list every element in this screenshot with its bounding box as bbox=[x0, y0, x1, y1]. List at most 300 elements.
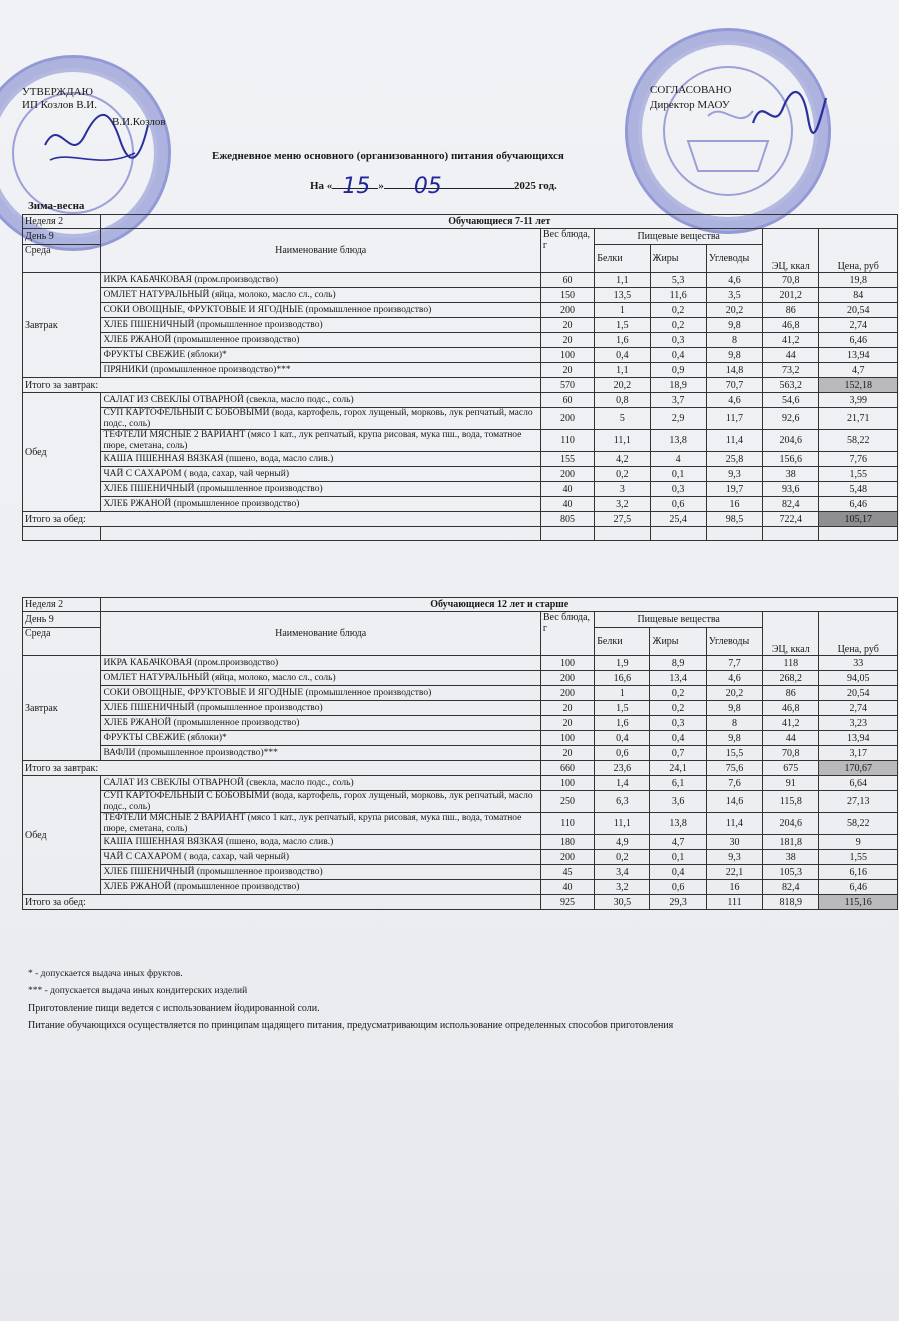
meal-label: Обед bbox=[23, 776, 101, 895]
value-c: 4,6 bbox=[706, 273, 762, 288]
col-header-weight: Вес блюда, г bbox=[540, 229, 594, 273]
value-e: 46,8 bbox=[763, 701, 819, 716]
table-row bbox=[23, 813, 898, 835]
dish-name: ХЛЕБ ПШЕНИЧНЫЙ (промышленное производство) bbox=[101, 865, 540, 880]
value-p: 1 bbox=[595, 686, 650, 701]
total-c: 111 bbox=[706, 895, 762, 910]
week-label: Неделя 2 bbox=[23, 598, 101, 612]
total-price: 152,18 bbox=[819, 378, 898, 393]
value-w: 100 bbox=[540, 348, 594, 363]
value-p: 0,4 bbox=[595, 731, 650, 746]
value-pr: 6,46 bbox=[819, 880, 898, 895]
day-blank bbox=[332, 174, 378, 199]
footnote-iodized-salt: Приготовление пищи ведется с использованием йодированной соли. bbox=[28, 1003, 320, 1014]
total-row bbox=[23, 378, 898, 393]
value-pr: 3,99 bbox=[819, 393, 898, 408]
agree-role: Директор МАОУ bbox=[650, 99, 730, 111]
value-pr: 19,8 bbox=[819, 273, 898, 288]
col-header-fat: Жиры bbox=[650, 628, 706, 656]
menu-table-12-plus bbox=[22, 597, 898, 910]
value-e: 70,8 bbox=[763, 273, 819, 288]
value-p: 1,9 bbox=[595, 656, 650, 671]
dish-name: ТЕФТЕЛИ МЯСНЫЕ 2 ВАРИАНТ (мясо 1 кат., лук репчатый, крупа рисовая, мука пш., вода, томатное пюре, сметана, соль) bbox=[101, 813, 540, 835]
value-pr: 94,05 bbox=[819, 671, 898, 686]
value-f: 0,2 bbox=[650, 318, 706, 333]
dish-name: КАША ПШЕННАЯ ВЯЗКАЯ (пшено, вода, масло слив.) bbox=[101, 835, 540, 850]
value-p: 0,2 bbox=[595, 467, 650, 482]
value-p: 1,1 bbox=[595, 363, 650, 378]
value-pr: 1,55 bbox=[819, 850, 898, 865]
age-group-title: Обучающиеся 12 лет и старше bbox=[101, 598, 898, 612]
total-price: 105,17 bbox=[819, 512, 898, 527]
value-w: 40 bbox=[540, 880, 594, 895]
value-p: 3,2 bbox=[595, 497, 650, 512]
table-row bbox=[23, 363, 898, 378]
table-row bbox=[23, 452, 898, 467]
value-pr: 20,54 bbox=[819, 686, 898, 701]
value-f: 0,1 bbox=[650, 850, 706, 865]
dish-name: ХЛЕБ РЖАНОЙ (промышленное производство) bbox=[101, 716, 540, 731]
day-label: День 9 bbox=[23, 229, 101, 245]
value-p: 0,4 bbox=[595, 348, 650, 363]
empty-cell bbox=[650, 527, 706, 541]
dish-name: ХЛЕБ ПШЕНИЧНЫЙ (промышленное производство) bbox=[101, 701, 540, 716]
empty-cell bbox=[706, 527, 762, 541]
value-f: 0,7 bbox=[650, 746, 706, 761]
value-pr: 9 bbox=[819, 835, 898, 850]
value-pr: 3,17 bbox=[819, 746, 898, 761]
total-p: 30,5 bbox=[595, 895, 650, 910]
table-row bbox=[23, 482, 898, 497]
total-e: 722,4 bbox=[763, 512, 819, 527]
value-w: 100 bbox=[540, 731, 594, 746]
value-f: 3,7 bbox=[650, 393, 706, 408]
table-row bbox=[23, 430, 898, 452]
value-w: 100 bbox=[540, 776, 594, 791]
value-w: 20 bbox=[540, 318, 594, 333]
weekday-label: Среда bbox=[23, 628, 101, 656]
value-pr: 6,46 bbox=[819, 333, 898, 348]
date-month: 05 bbox=[413, 174, 442, 199]
value-c: 9,8 bbox=[706, 318, 762, 333]
value-f: 2,9 bbox=[650, 408, 706, 430]
season-label: Зима-весна bbox=[28, 200, 85, 212]
total-e: 818,9 bbox=[763, 895, 819, 910]
total-row bbox=[23, 895, 898, 910]
value-pr: 20,54 bbox=[819, 303, 898, 318]
dish-name: ИКРА КАБАЧКОВАЯ (пром.производство) bbox=[101, 273, 540, 288]
value-e: 86 bbox=[763, 303, 819, 318]
dish-name: ИКРА КАБАЧКОВАЯ (пром.производство) bbox=[101, 656, 540, 671]
col-header-dish: Наименование блюда bbox=[101, 229, 540, 273]
value-pr: 7,76 bbox=[819, 452, 898, 467]
total-price: 115,16 bbox=[819, 895, 898, 910]
value-e: 93,6 bbox=[763, 482, 819, 497]
value-p: 13,5 bbox=[595, 288, 650, 303]
approve-sign-name: В.И.Козлов bbox=[112, 116, 166, 128]
value-w: 60 bbox=[540, 393, 594, 408]
value-pr: 2,74 bbox=[819, 318, 898, 333]
table-row bbox=[23, 776, 898, 791]
table-row bbox=[23, 408, 898, 430]
dish-name: ХЛЕБ РЖАНОЙ (промышленное производство) bbox=[101, 880, 540, 895]
value-w: 20 bbox=[540, 333, 594, 348]
table-row bbox=[23, 393, 898, 408]
empty-cell bbox=[595, 527, 650, 541]
value-p: 4,9 bbox=[595, 835, 650, 850]
date-day: 15 bbox=[342, 174, 371, 199]
empty-cell bbox=[101, 527, 540, 541]
value-p: 6,3 bbox=[595, 791, 650, 813]
value-e: 204,6 bbox=[763, 430, 819, 452]
value-f: 6,1 bbox=[650, 776, 706, 791]
value-f: 5,3 bbox=[650, 273, 706, 288]
dish-name: СОКИ ОВОЩНЫЕ, ФРУКТОВЫЕ И ЯГОДНЫЕ (промышленное производство) bbox=[101, 303, 540, 318]
value-f: 4 bbox=[650, 452, 706, 467]
value-w: 40 bbox=[540, 482, 594, 497]
value-p: 1,1 bbox=[595, 273, 650, 288]
footnote-fruits: * - допускается выдача иных фруктов. bbox=[28, 969, 183, 979]
value-e: 82,4 bbox=[763, 497, 819, 512]
table-row bbox=[23, 318, 898, 333]
total-p: 27,5 bbox=[595, 512, 650, 527]
col-header-price: Цена, руб bbox=[819, 612, 898, 656]
dish-name: ХЛЕБ РЖАНОЙ (промышленное производство) bbox=[101, 333, 540, 348]
col-header-dish: Наименование блюда bbox=[101, 612, 540, 656]
col-header-price: Цена, руб bbox=[819, 229, 898, 273]
total-w: 570 bbox=[540, 378, 594, 393]
date-suffix: 2025 год. bbox=[513, 180, 557, 192]
value-f: 0,3 bbox=[650, 482, 706, 497]
value-w: 200 bbox=[540, 686, 594, 701]
value-e: 38 bbox=[763, 850, 819, 865]
value-c: 25,8 bbox=[706, 452, 762, 467]
age-group-title: Обучающиеся 7-11 лет bbox=[101, 215, 898, 229]
value-c: 22,1 bbox=[706, 865, 762, 880]
value-e: 54,6 bbox=[763, 393, 819, 408]
value-pr: 13,94 bbox=[819, 731, 898, 746]
total-price: 170,67 bbox=[819, 761, 898, 776]
dish-name: ФРУКТЫ СВЕЖИЕ (яблоки)* bbox=[101, 731, 540, 746]
dish-name: САЛАТ ИЗ СВЕКЛЫ ОТВАРНОЙ (свекла, масло подс., соль) bbox=[101, 776, 540, 791]
value-c: 14,6 bbox=[706, 791, 762, 813]
table-row bbox=[23, 791, 898, 813]
total-f: 24,1 bbox=[650, 761, 706, 776]
value-c: 15,5 bbox=[706, 746, 762, 761]
value-pr: 4,7 bbox=[819, 363, 898, 378]
table-row bbox=[23, 333, 898, 348]
value-f: 0,4 bbox=[650, 348, 706, 363]
table-row bbox=[23, 497, 898, 512]
col-header-protein: Белки bbox=[595, 245, 650, 273]
value-p: 11,1 bbox=[595, 813, 650, 835]
value-c: 16 bbox=[706, 497, 762, 512]
value-pr: 1,55 bbox=[819, 467, 898, 482]
value-f: 11,6 bbox=[650, 288, 706, 303]
value-f: 0,9 bbox=[650, 363, 706, 378]
value-e: 91 bbox=[763, 776, 819, 791]
value-w: 45 bbox=[540, 865, 594, 880]
value-f: 0,3 bbox=[650, 716, 706, 731]
table-row bbox=[23, 671, 898, 686]
value-f: 4,7 bbox=[650, 835, 706, 850]
empty-cell bbox=[23, 527, 101, 541]
dish-name: ПРЯНИКИ (промышленное производство)*** bbox=[101, 363, 540, 378]
value-pr: 58,22 bbox=[819, 430, 898, 452]
value-c: 7,6 bbox=[706, 776, 762, 791]
value-w: 20 bbox=[540, 746, 594, 761]
footnote-sweets: *** - допускается выдача иных кондитерских изделий bbox=[28, 986, 248, 996]
value-pr: 13,94 bbox=[819, 348, 898, 363]
table-row bbox=[23, 656, 898, 671]
value-c: 8 bbox=[706, 333, 762, 348]
value-w: 60 bbox=[540, 273, 594, 288]
value-c: 9,8 bbox=[706, 731, 762, 746]
value-f: 0,3 bbox=[650, 333, 706, 348]
value-c: 4,6 bbox=[706, 393, 762, 408]
total-row bbox=[23, 512, 898, 527]
value-pr: 5,48 bbox=[819, 482, 898, 497]
weekday-label: Среда bbox=[23, 245, 101, 273]
value-p: 1,5 bbox=[595, 318, 650, 333]
value-w: 180 bbox=[540, 835, 594, 850]
value-f: 0,2 bbox=[650, 701, 706, 716]
dish-name: СУП КАРТОФЕЛЬНЫЙ С БОБОВЫМИ (вода, картофель, горох лущеный, морковь, лук репчатый, масло подс., соль) bbox=[101, 791, 540, 813]
dish-name: ОМЛЕТ НАТУРАЛЬНЫЙ (яйца, молоко, масло сл., соль) bbox=[101, 288, 540, 303]
value-pr: 3,23 bbox=[819, 716, 898, 731]
value-e: 41,2 bbox=[763, 333, 819, 348]
value-p: 1,4 bbox=[595, 776, 650, 791]
menu-table-7-11 bbox=[22, 214, 898, 541]
week-label: Неделя 2 bbox=[23, 215, 101, 229]
table-row bbox=[23, 467, 898, 482]
value-p: 3,2 bbox=[595, 880, 650, 895]
approve-name: ИП Козлов В.И. bbox=[22, 99, 97, 111]
value-e: 46,8 bbox=[763, 318, 819, 333]
value-e: 181,8 bbox=[763, 835, 819, 850]
col-header-energy: ЭЦ, ккал bbox=[763, 612, 819, 656]
value-c: 9,3 bbox=[706, 850, 762, 865]
col-header-weight: Вес блюда, г bbox=[540, 612, 594, 656]
dish-name: ЧАЙ С САХАРОМ ( вода, сахар, чай черный) bbox=[101, 467, 540, 482]
dish-name: СУП КАРТОФЕЛЬНЫЙ С БОБОВЫМИ (вода, картофель, горох лущеный, морковь, лук репчатый, масло подс., соль) bbox=[101, 408, 540, 430]
table-row bbox=[23, 746, 898, 761]
table-row bbox=[23, 850, 898, 865]
total-label: Итого за завтрак: bbox=[23, 761, 541, 776]
col-header-nutrients: Пищевые вещества bbox=[595, 229, 763, 245]
value-pr: 21,71 bbox=[819, 408, 898, 430]
value-p: 1 bbox=[595, 303, 650, 318]
day-label: День 9 bbox=[23, 612, 101, 628]
value-e: 118 bbox=[763, 656, 819, 671]
value-p: 1,6 bbox=[595, 333, 650, 348]
empty-cell bbox=[540, 527, 594, 541]
date-prefix: На « bbox=[310, 180, 333, 192]
value-e: 44 bbox=[763, 731, 819, 746]
value-c: 20,2 bbox=[706, 686, 762, 701]
value-f: 13,8 bbox=[650, 813, 706, 835]
month-blank bbox=[384, 174, 514, 199]
table-row bbox=[23, 865, 898, 880]
value-e: 86 bbox=[763, 686, 819, 701]
meal-label: Завтрак bbox=[23, 273, 101, 378]
table-row bbox=[23, 701, 898, 716]
value-c: 9,8 bbox=[706, 348, 762, 363]
value-pr: 58,22 bbox=[819, 813, 898, 835]
value-e: 70,8 bbox=[763, 746, 819, 761]
total-c: 70,7 bbox=[706, 378, 762, 393]
value-p: 1,6 bbox=[595, 716, 650, 731]
value-e: 201,2 bbox=[763, 288, 819, 303]
spacer-row bbox=[23, 527, 898, 541]
value-w: 20 bbox=[540, 363, 594, 378]
value-e: 156,6 bbox=[763, 452, 819, 467]
value-p: 0,2 bbox=[595, 850, 650, 865]
total-e: 675 bbox=[763, 761, 819, 776]
table-row bbox=[23, 303, 898, 318]
value-w: 110 bbox=[540, 430, 594, 452]
table-row bbox=[23, 273, 898, 288]
value-p: 4,2 bbox=[595, 452, 650, 467]
value-c: 7,7 bbox=[706, 656, 762, 671]
col-header-protein: Белки bbox=[595, 628, 650, 656]
value-w: 200 bbox=[540, 671, 594, 686]
value-c: 16 bbox=[706, 880, 762, 895]
col-header-energy: ЭЦ, ккал bbox=[763, 229, 819, 273]
empty-cell bbox=[819, 527, 898, 541]
dish-name: ХЛЕБ РЖАНОЙ (промышленное производство) bbox=[101, 497, 540, 512]
value-w: 100 bbox=[540, 656, 594, 671]
value-w: 40 bbox=[540, 497, 594, 512]
col-header-carbs: Углеводы bbox=[706, 245, 762, 273]
value-c: 8 bbox=[706, 716, 762, 731]
dish-name: ХЛЕБ ПШЕНИЧНЫЙ (промышленное производство) bbox=[101, 318, 540, 333]
total-f: 29,3 bbox=[650, 895, 706, 910]
value-pr: 84 bbox=[819, 288, 898, 303]
value-w: 200 bbox=[540, 467, 594, 482]
value-e: 44 bbox=[763, 348, 819, 363]
total-w: 805 bbox=[540, 512, 594, 527]
total-row bbox=[23, 761, 898, 776]
value-c: 30 bbox=[706, 835, 762, 850]
value-pr: 6,16 bbox=[819, 865, 898, 880]
value-p: 0,6 bbox=[595, 746, 650, 761]
table-row bbox=[23, 348, 898, 363]
value-f: 0,4 bbox=[650, 731, 706, 746]
total-f: 25,4 bbox=[650, 512, 706, 527]
value-e: 105,3 bbox=[763, 865, 819, 880]
value-w: 155 bbox=[540, 452, 594, 467]
meal-label: Завтрак bbox=[23, 656, 101, 761]
page-title: Ежедневное меню основного (организованного) питания обучающихся bbox=[212, 150, 564, 162]
value-f: 13,8 bbox=[650, 430, 706, 452]
value-c: 11,7 bbox=[706, 408, 762, 430]
value-w: 150 bbox=[540, 288, 594, 303]
value-pr: 27,13 bbox=[819, 791, 898, 813]
value-p: 1,5 bbox=[595, 701, 650, 716]
dish-name: ТЕФТЕЛИ МЯСНЫЕ 2 ВАРИАНТ (мясо 1 кат., лук репчатый, крупа рисовая, мука пш., вода, томатное пюре, сметана, соль) bbox=[101, 430, 540, 452]
value-w: 200 bbox=[540, 303, 594, 318]
dish-name: ХЛЕБ ПШЕНИЧНЫЙ (промышленное производство) bbox=[101, 482, 540, 497]
value-e: 73,2 bbox=[763, 363, 819, 378]
value-f: 0,6 bbox=[650, 880, 706, 895]
value-f: 8,9 bbox=[650, 656, 706, 671]
value-e: 115,8 bbox=[763, 791, 819, 813]
value-p: 3,4 bbox=[595, 865, 650, 880]
value-f: 0,6 bbox=[650, 497, 706, 512]
value-c: 11,4 bbox=[706, 813, 762, 835]
table-row bbox=[23, 288, 898, 303]
total-p: 20,2 bbox=[595, 378, 650, 393]
total-w: 660 bbox=[540, 761, 594, 776]
total-w: 925 bbox=[540, 895, 594, 910]
table-row bbox=[23, 716, 898, 731]
value-w: 250 bbox=[540, 791, 594, 813]
value-f: 0,1 bbox=[650, 467, 706, 482]
value-c: 9,3 bbox=[706, 467, 762, 482]
value-pr: 6,64 bbox=[819, 776, 898, 791]
dish-name: СОКИ ОВОЩНЫЕ, ФРУКТОВЫЕ И ЯГОДНЫЕ (промышленное производство) bbox=[101, 686, 540, 701]
value-c: 9,8 bbox=[706, 701, 762, 716]
value-f: 0,2 bbox=[650, 303, 706, 318]
total-c: 98,5 bbox=[706, 512, 762, 527]
value-pr: 6,46 bbox=[819, 497, 898, 512]
value-e: 204,6 bbox=[763, 813, 819, 835]
value-e: 41,2 bbox=[763, 716, 819, 731]
value-e: 268,2 bbox=[763, 671, 819, 686]
total-p: 23,6 bbox=[595, 761, 650, 776]
value-p: 11,1 bbox=[595, 430, 650, 452]
col-header-carbs: Углеводы bbox=[706, 628, 762, 656]
value-w: 20 bbox=[540, 716, 594, 731]
signature-right-icon bbox=[748, 88, 828, 143]
col-header-nutrients: Пищевые вещества bbox=[595, 612, 763, 628]
value-c: 14,8 bbox=[706, 363, 762, 378]
table-row bbox=[23, 686, 898, 701]
date-mid: » bbox=[378, 180, 384, 192]
empty-cell bbox=[763, 527, 819, 541]
table-row bbox=[23, 880, 898, 895]
value-c: 4,6 bbox=[706, 671, 762, 686]
value-e: 38 bbox=[763, 467, 819, 482]
agree-label: СОГЛАСОВАНО bbox=[650, 84, 732, 96]
value-pr: 2,74 bbox=[819, 701, 898, 716]
value-e: 82,4 bbox=[763, 880, 819, 895]
value-e: 92,6 bbox=[763, 408, 819, 430]
total-label: Итого за завтрак: bbox=[23, 378, 541, 393]
value-c: 3,5 bbox=[706, 288, 762, 303]
value-c: 11,4 bbox=[706, 430, 762, 452]
total-e: 563,2 bbox=[763, 378, 819, 393]
footnote-gentle-diet: Питание обучающихся осуществляется по принципам щадящего питания, предусматривающим использование определенных способов приготовления bbox=[28, 1020, 674, 1031]
dish-name: САЛАТ ИЗ СВЕКЛЫ ОТВАРНОЙ (свекла, масло подс., соль) bbox=[101, 393, 540, 408]
value-pr: 33 bbox=[819, 656, 898, 671]
value-w: 20 bbox=[540, 701, 594, 716]
total-label: Итого за обед: bbox=[23, 895, 541, 910]
value-p: 16,6 bbox=[595, 671, 650, 686]
table-row bbox=[23, 835, 898, 850]
dish-name: ФРУКТЫ СВЕЖИЕ (яблоки)* bbox=[101, 348, 540, 363]
value-p: 5 bbox=[595, 408, 650, 430]
dish-name: КАША ПШЕННАЯ ВЯЗКАЯ (пшено, вода, масло слив.) bbox=[101, 452, 540, 467]
value-f: 13,4 bbox=[650, 671, 706, 686]
dish-name: ОМЛЕТ НАТУРАЛЬНЫЙ (яйца, молоко, масло сл., соль) bbox=[101, 671, 540, 686]
total-c: 75,6 bbox=[706, 761, 762, 776]
value-c: 20,2 bbox=[706, 303, 762, 318]
value-w: 110 bbox=[540, 813, 594, 835]
value-p: 3 bbox=[595, 482, 650, 497]
value-c: 19,7 bbox=[706, 482, 762, 497]
